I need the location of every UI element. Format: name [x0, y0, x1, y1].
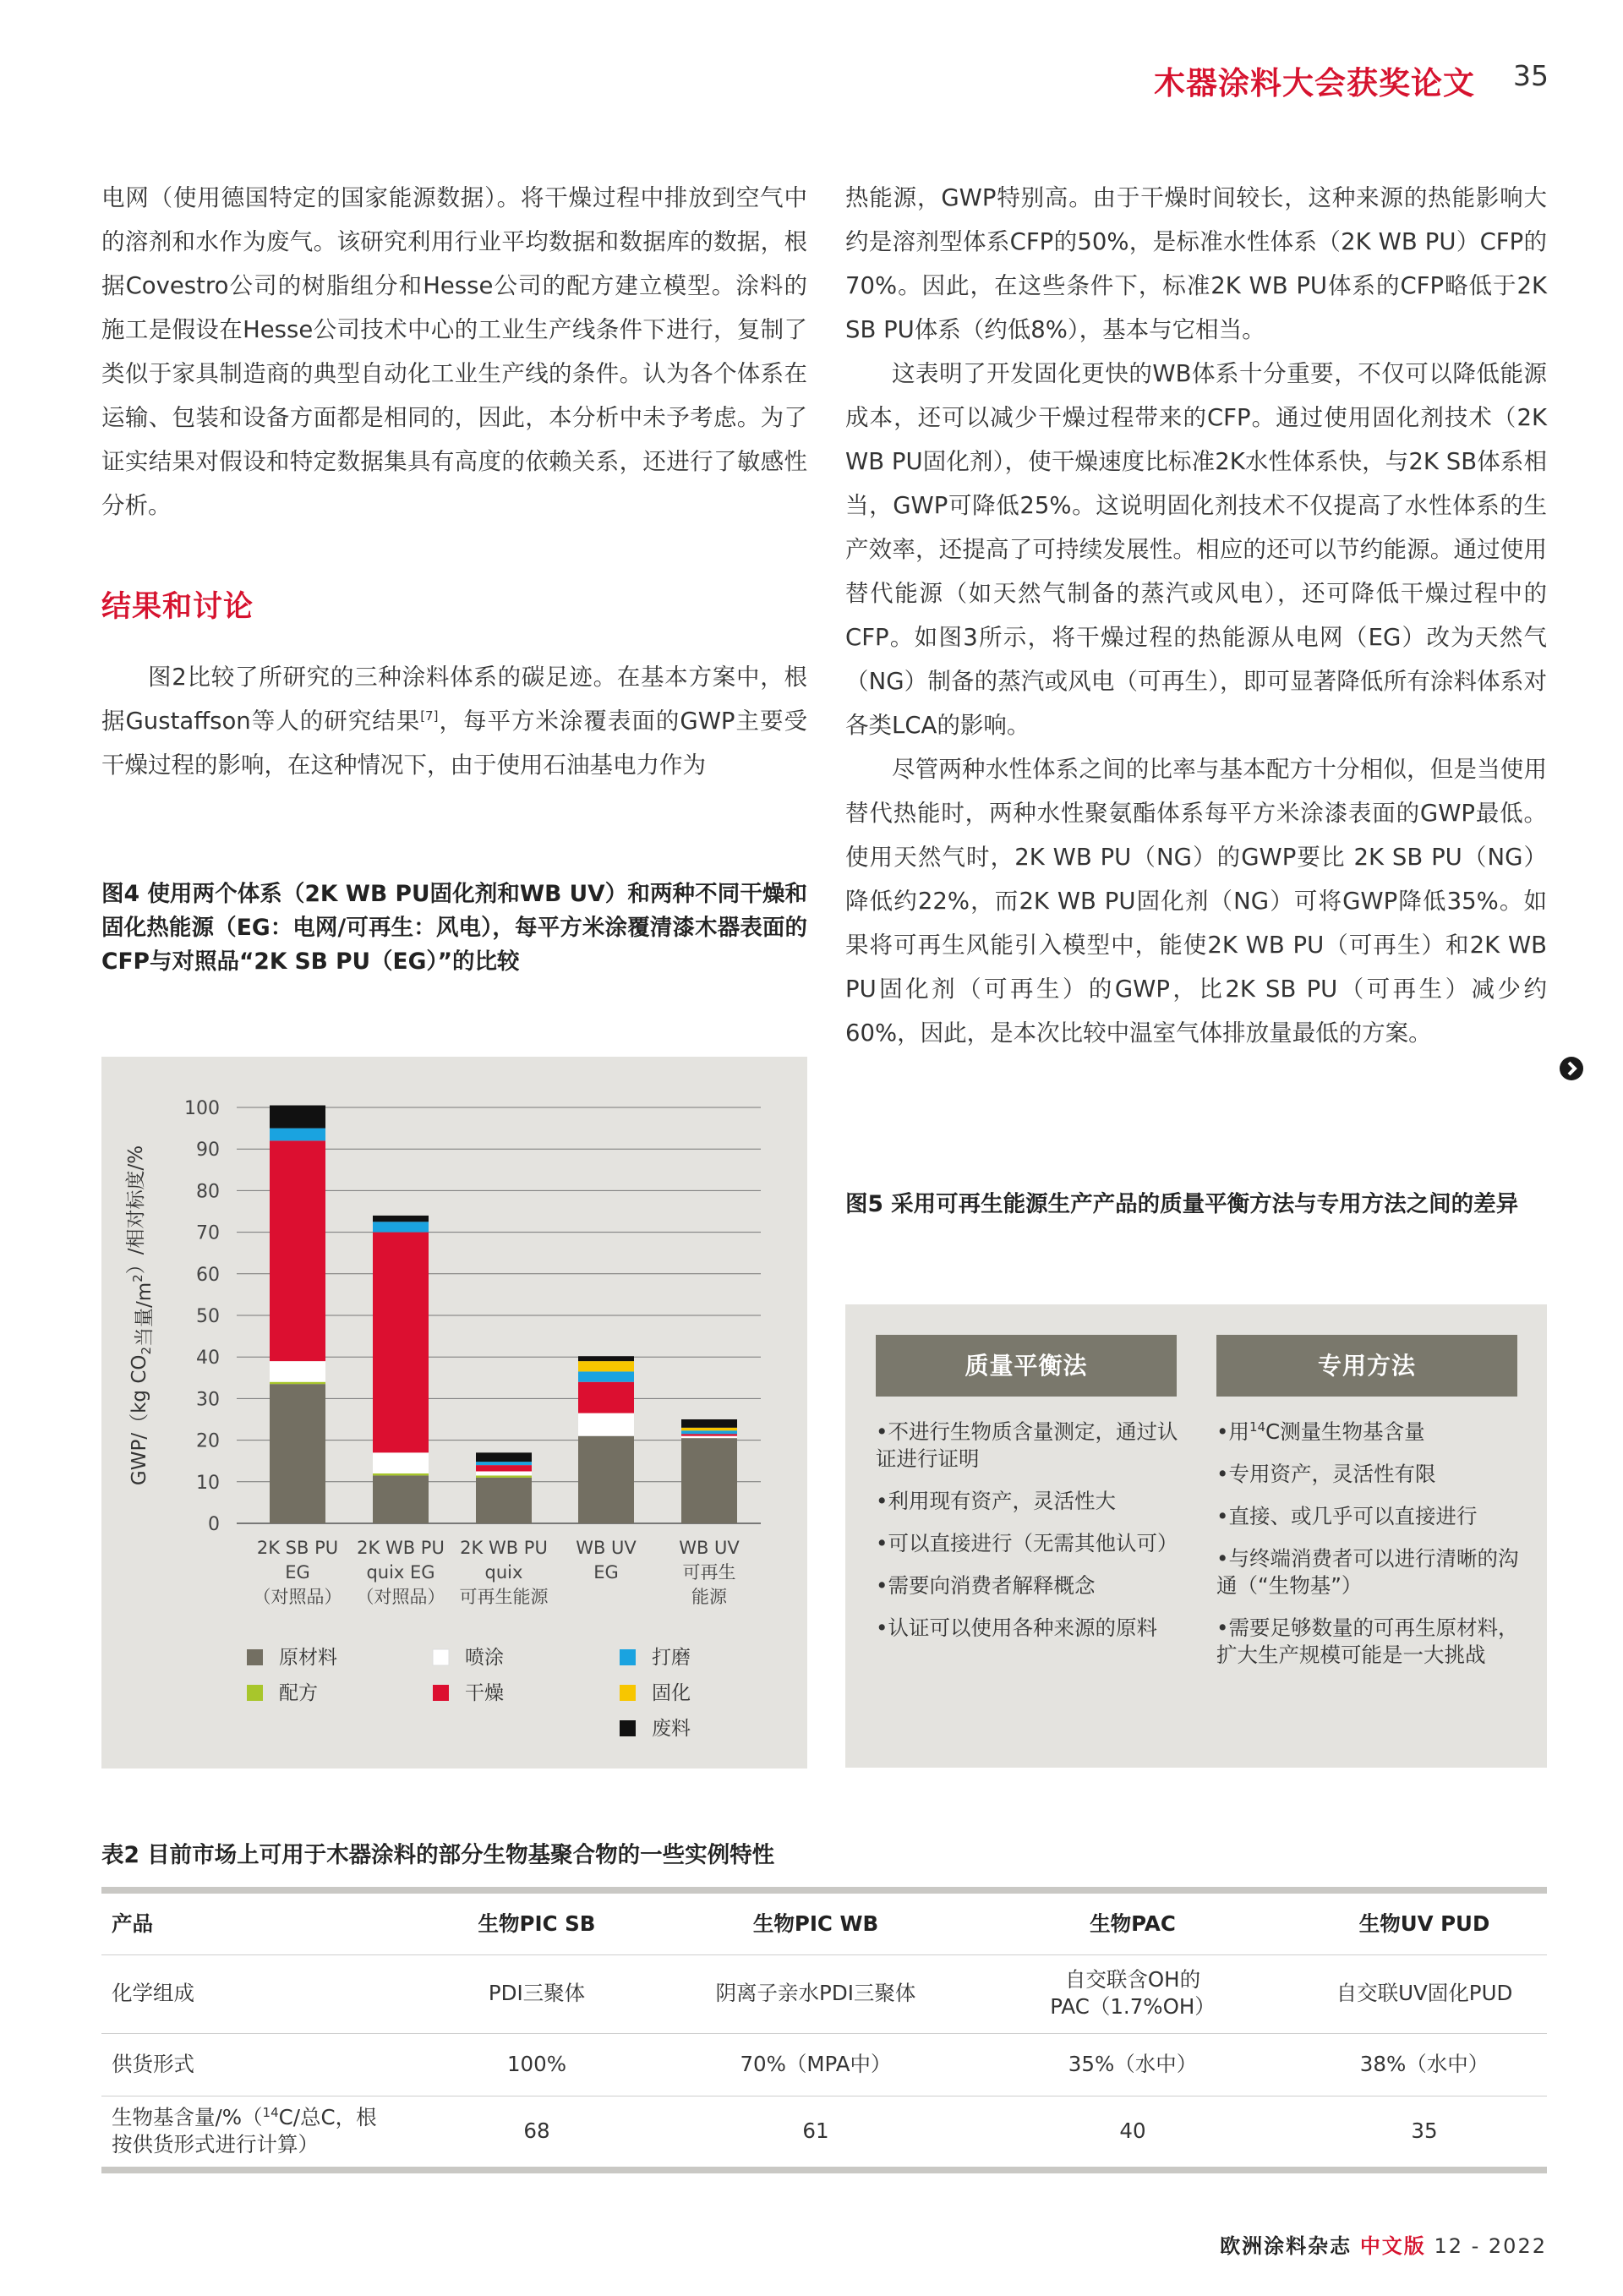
bar-segment — [578, 1361, 634, 1371]
bar-segment — [681, 1436, 737, 1438]
right-column-text — [845, 176, 1547, 1055]
x-tick-label: 2K WB PU — [357, 1538, 445, 1558]
x-tick-label: quix — [484, 1562, 523, 1583]
y-tick-label: 60 — [196, 1264, 220, 1286]
figure5-comparison — [845, 1304, 1547, 1768]
table-cell: 40 — [1119, 2118, 1146, 2143]
bar-segment — [270, 1384, 325, 1523]
y-tick-label: 70 — [196, 1222, 220, 1244]
legend-label: 配方 — [279, 1682, 318, 1704]
right-paragraph-2: 这表明了开发固化更快的WB体系十分重要，不仅可以降低能源成本，还可以减少干燥过程带来的CFP。通过使用固化剂技术（2K WB PU固化剂），使干燥速度比标准2K水性体系快，与2K SB体系相当，GWP可降低25%。这说明固化剂技术不仅提高了水性体系的生产效率，还提高了可持续发展性。相应的还可以节约能源。通过使用替代能源（如天然气制备的蒸汽或风电），还可降低干燥过程中的CFP。如图3所示，将干燥过程的热能源从电网（EG）改为天然气（NG）制备的蒸汽或风电（可再生），即可显著降低所有涂料体系对各类LCA的影响。 — [845, 360, 1547, 739]
table-cell — [997, 1966, 1268, 2020]
list-item: •与终端消费者可以进行清晰的沟通（“生物基”） — [1216, 1546, 1519, 1598]
table-cell: 61 — [802, 2118, 829, 2143]
reference-mark[interactable]: [7] — [420, 708, 439, 724]
table-cell: 供货形式 — [112, 2052, 194, 2076]
footer — [1014, 2229, 1547, 2259]
list-item-text: C测量生物基含量 — [1265, 1419, 1425, 1444]
table-bottom-rule — [101, 2167, 1547, 2173]
x-tick-label: 可再生能源 — [459, 1587, 549, 1607]
mass-balance-title: 质量平衡法 — [876, 1335, 1177, 1397]
bar-segment — [270, 1361, 325, 1382]
magazine-name: 欧洲涂料杂志 — [1220, 2234, 1352, 2258]
table-top-rule — [101, 1887, 1547, 1894]
y-tick-label: 100 — [184, 1098, 220, 1119]
legend-swatch — [620, 1649, 636, 1665]
bar-segment — [578, 1382, 634, 1413]
y-tick-label: 90 — [196, 1140, 220, 1162]
figure5-caption: 图5 采用可再生能源生产产品的质量平衡方法与专用方法之间的差异 — [845, 1191, 1519, 1217]
table-cell — [112, 2104, 377, 2158]
legend-label: 干燥 — [465, 1682, 504, 1704]
table-header-cell: 生物UV PUD — [1358, 1911, 1490, 1936]
bar-segment — [681, 1428, 737, 1430]
bar-segment — [681, 1438, 737, 1523]
y-axis-label-part: 2 — [130, 1274, 145, 1282]
header-title: 木器涂料大会获奖论文 — [1154, 65, 1475, 101]
y-axis-label-part: 当量/m — [134, 1282, 156, 1347]
cell-line: PAC（1.7%OH） — [1050, 1994, 1216, 2019]
issue-label: 12 - 2022 — [1434, 2234, 1547, 2258]
table-header-cell: 生物PAC — [1090, 1911, 1176, 1936]
bar-segment — [373, 1216, 429, 1222]
bar-segment — [270, 1140, 325, 1361]
bar-segment — [681, 1430, 737, 1434]
table-cell: 自交联UV固化PUD — [1336, 1981, 1513, 2005]
bar-segment — [476, 1465, 532, 1471]
left-column-text-2 — [101, 655, 807, 787]
y-axis-label-part: GWP/（kg CO — [128, 1354, 150, 1486]
x-tick-label: 2K SB PU — [256, 1538, 339, 1558]
bar-segment — [476, 1452, 532, 1462]
y-axis-label — [125, 1145, 156, 1485]
table-header-cell: 产品 — [112, 1911, 153, 1936]
y-tick-label: 50 — [196, 1306, 220, 1327]
list-item — [1216, 1419, 1521, 1446]
legend-swatch — [247, 1685, 263, 1701]
table-cell: 化学组成 — [112, 1981, 194, 2005]
bar-segment — [578, 1371, 634, 1381]
legend-label: 废料 — [652, 1718, 691, 1740]
list-item: •直接、或几乎可以直接进行 — [1216, 1504, 1478, 1528]
legend-label: 喷涂 — [465, 1647, 504, 1669]
table-row — [101, 1954, 1547, 2034]
dedicated-method-title: 专用方法 — [1216, 1335, 1517, 1397]
y-tick-label: 40 — [196, 1348, 220, 1369]
isotope-superscript: 14 — [262, 2104, 279, 2120]
x-tick-label: quix EG — [366, 1562, 435, 1583]
x-tick-label: WB UV — [679, 1538, 740, 1558]
bar-segment — [373, 1233, 429, 1453]
right-paragraph-3: 尽管两种水性体系之间的比率与基本配方十分相似，但是当使用替代热能时，两种水性聚氨酯体系每平方米涂漆表面的GWP最低。使用天然气时，2K WB PU（NG）的GWP要比 2K SB PU（NG）降低约22%，而2K WB PU固化剂（NG）可将GWP降低35%。如果将可再生风能引入模型中，能使2K WB PU（可再生）和2K WB PU固化剂（可再生）的GWP，比2K SB PU（可再生）减少约60%，因此，是本次比较中温室气体排放量最低的方案。 — [845, 756, 1547, 1047]
x-tick-label: 可再生 — [682, 1562, 736, 1583]
bar-segment — [373, 1473, 429, 1475]
section-heading: 结果和讨论 — [101, 590, 254, 624]
legend-swatch — [433, 1685, 449, 1701]
list-item: •专用资产，灵活性有限 — [1216, 1462, 1436, 1486]
mass-balance-list — [876, 1419, 1180, 1657]
bar-segment — [373, 1452, 429, 1473]
list-item-text: •用 — [1216, 1419, 1249, 1444]
bar-segment — [270, 1129, 325, 1141]
figure4-chart — [101, 1057, 807, 1768]
table-header-row — [101, 1894, 1547, 1955]
list-item: •认证可以使用各种来源的原料 — [876, 1615, 1157, 1640]
bar-segment — [476, 1478, 532, 1523]
list-item: •不进行生物质含量测定，通过认证进行证明 — [876, 1419, 1178, 1471]
table-header-cell: 生物PIC SB — [478, 1911, 596, 1936]
bar-segment — [476, 1462, 532, 1465]
table-cell: 68 — [523, 2118, 550, 2143]
cell-text: C/总C，根 — [278, 2105, 377, 2129]
legend-label: 打磨 — [652, 1647, 691, 1669]
table-cell: 100% — [506, 2052, 567, 2076]
bar-segment — [373, 1222, 429, 1232]
y-axis-label-part: 2 — [139, 1346, 154, 1355]
list-item: •需要向消费者解释概念 — [876, 1573, 1096, 1598]
list-item: •利用现有资产，灵活性大 — [876, 1489, 1116, 1513]
paragraph-text: 图2比较了所研究的三种涂料体系的碳足迹。在基本方案中，根据Gustaffson等人的研究结果 — [101, 664, 807, 735]
cell-line — [112, 2104, 377, 2131]
bar-segment — [476, 1472, 532, 1476]
bar-segment — [578, 1413, 634, 1436]
x-tick-label: （对照品） — [253, 1587, 342, 1607]
table-cell: 38%（水中） — [1359, 2052, 1489, 2076]
legend-label: 固化 — [652, 1682, 691, 1704]
chevron-right-icon — [1560, 1057, 1583, 1080]
table2-caption: 表2 目前市场上可用于木器涂料的部分生物基聚合物的一些实例特性 — [101, 1842, 775, 1868]
cell-line: 自交联含OH的 — [1064, 1967, 1201, 1992]
y-tick-label: 20 — [196, 1430, 220, 1452]
figure4-caption: 图4 使用两个体系（2K WB PU固化剂和WB UV）和两种不同干燥和固化热能源（EG：电网/可再生：风电），每平方米涂覆清漆木器表面的CFP与对照品“2K SB PU（EG）”的比较 — [101, 881, 807, 975]
x-tick-label: （对照品） — [356, 1587, 445, 1607]
list-item: •需要足够数量的可再生原材料，扩大生产规模可能是一大挑战 — [1216, 1615, 1519, 1667]
paragraph-text: ，每平方米涂覆表面的GWP主要受干燥过程的影响，在这种情况下，由于使用石油基电力作为 — [101, 708, 807, 779]
bar-segment — [578, 1356, 634, 1361]
table-header-cell: 生物PIC WB — [752, 1911, 879, 1936]
legend-swatch — [247, 1649, 263, 1665]
left-paragraph-1: 电网（使用德国特定的国家能源数据）。将干燥过程中排放到空气中的溶剂和水作为废气。该研究利用行业平均数据和数据库的数据，根据Covestro公司的树脂组分和Hesse公司的配方建立模型。涂料的施工是假设在Hesse公司技术中心的工业生产线条件下进行，复制了类似于家具制造商的典型自动化工业生产线的条件。认为各个体系在运输、包装和设备方面都是相同的，因此，本分析中未予考虑。为了证实结果对假设和特定数据集具有高度的依赖关系，还进行了敏感性分析。 — [101, 184, 807, 519]
table-cell: PDI三聚体 — [488, 1981, 586, 2005]
stacked-bar-chart — [101, 1057, 807, 1768]
table-cell: 35 — [1411, 2118, 1438, 2143]
table-row — [101, 2096, 1547, 2167]
edition-label: 中文版 — [1359, 2234, 1426, 2258]
bar-segment — [476, 1475, 532, 1477]
isotope-superscript: 14 — [1249, 1419, 1266, 1435]
table-cell: 70%（MPA中） — [740, 2052, 892, 2076]
bar-segment — [373, 1475, 429, 1523]
bar-segment — [681, 1419, 737, 1428]
list-item: •可以直接进行（无需其他认可） — [876, 1531, 1178, 1555]
x-tick-label: 能源 — [691, 1587, 727, 1607]
left-column-text — [101, 176, 807, 528]
table-cell: 阴离子亲水PDI三聚体 — [715, 1981, 916, 2005]
bar-segment — [270, 1382, 325, 1384]
y-tick-label: 0 — [208, 1514, 220, 1535]
left-paragraph-2 — [101, 655, 807, 787]
bar-segment — [681, 1434, 737, 1435]
bar-segment — [578, 1436, 634, 1523]
y-tick-label: 30 — [196, 1389, 220, 1411]
x-tick-label: EG — [593, 1562, 619, 1583]
y-tick-label: 80 — [196, 1181, 220, 1203]
x-tick-label: WB UV — [576, 1538, 637, 1558]
table-cell: 35%（水中） — [1068, 2052, 1198, 2076]
dedicated-method-list — [1216, 1419, 1521, 1684]
cell-line: 按供货形式进行计算） — [112, 2132, 319, 2157]
cell-text: 生物基含量/%（ — [112, 2105, 263, 2129]
x-tick-label: EG — [285, 1562, 310, 1583]
legend-label: 原材料 — [279, 1647, 337, 1669]
page-number: 35 — [1513, 59, 1549, 92]
y-axis-label-part: ）/相对标度/% — [125, 1145, 147, 1275]
x-tick-label: 2K WB PU — [460, 1538, 548, 1558]
legend-swatch — [620, 1720, 636, 1736]
bar-segment — [270, 1106, 325, 1129]
right-paragraph-1: 热能源，GWP特别高。由于干燥时间较长，这种来源的热能影响大约是溶剂型体系CFP的50%，是标准水性体系（2K WB PU）CFP的70%。因此，在这些条件下，标准2K WB PU体系的CFP略低于2K SB PU体系（约低8%），基本与它相当。 — [845, 184, 1547, 343]
table-row — [101, 2033, 1547, 2096]
y-tick-label: 10 — [196, 1472, 220, 1494]
legend-swatch — [433, 1649, 449, 1665]
next-page-icon[interactable] — [1560, 1057, 1583, 1080]
legend-swatch — [620, 1685, 636, 1701]
